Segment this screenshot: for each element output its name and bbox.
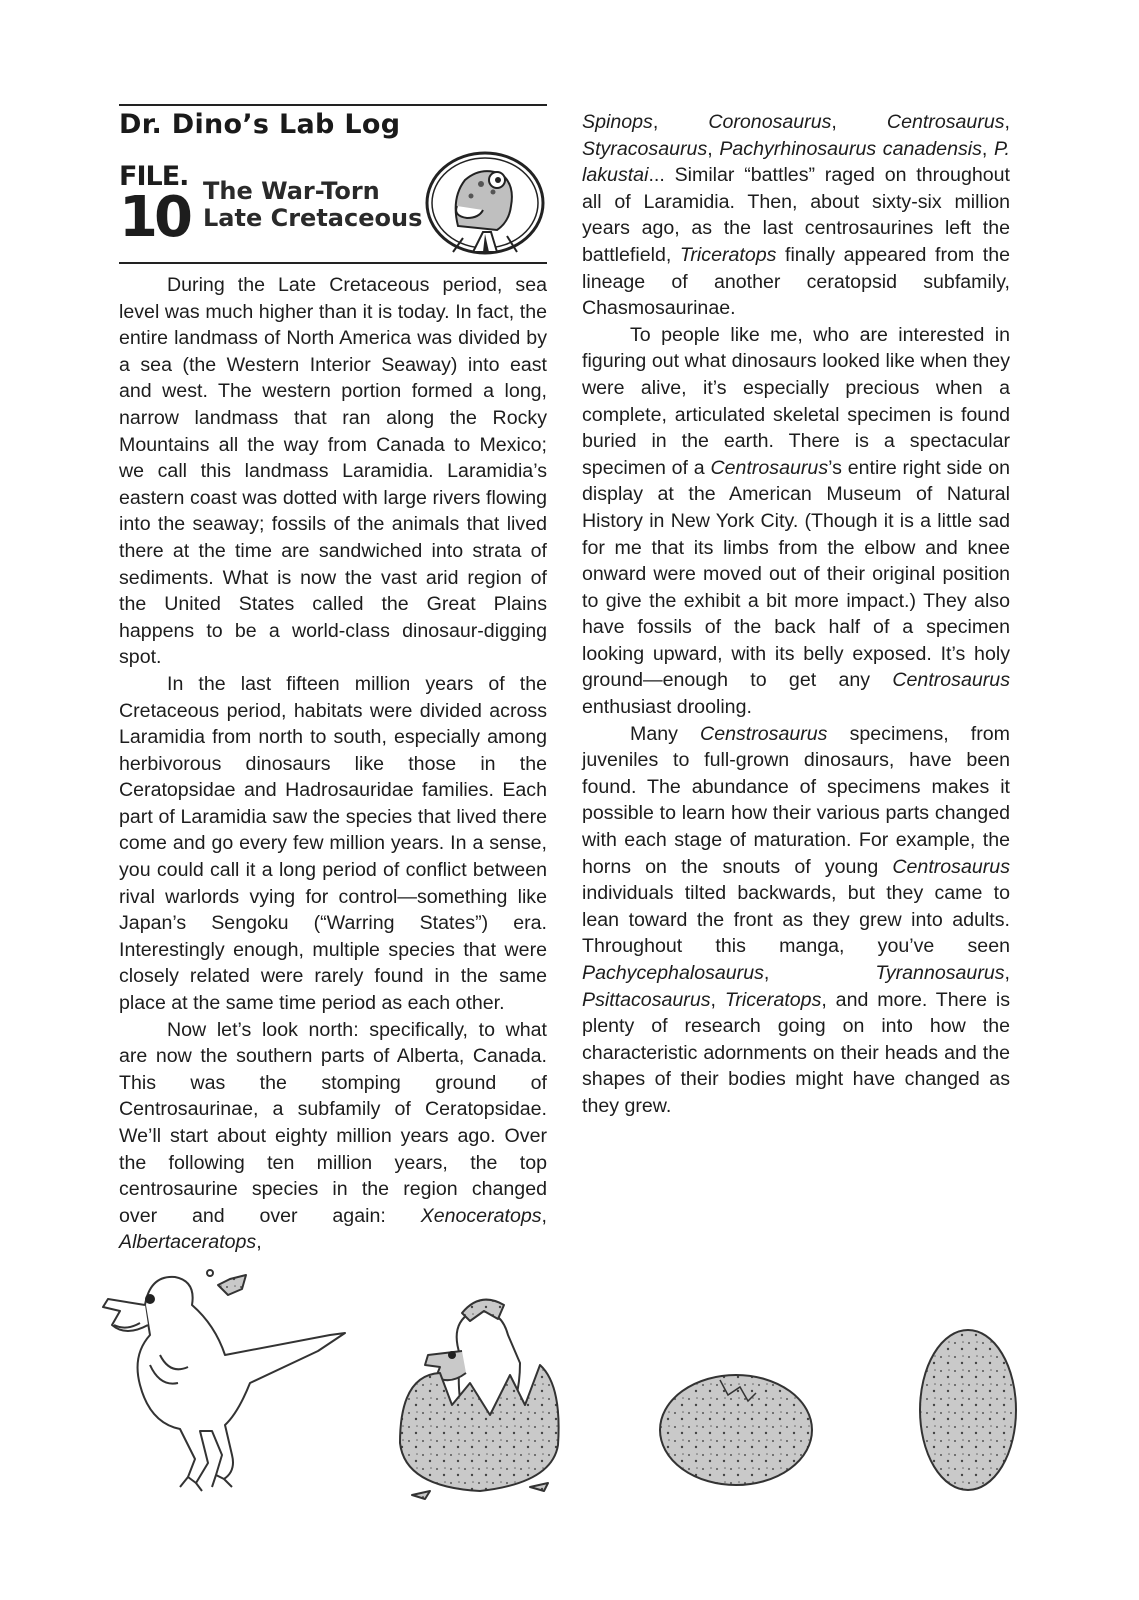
file-label: FILE.	[119, 161, 189, 192]
left-paragraph-3	[119, 1017, 547, 1256]
species-name: Coronosaurus	[708, 111, 832, 133]
species-name: Albertaceratops	[119, 1231, 257, 1254]
left-column	[119, 104, 547, 1256]
text-span: finally appeared from the lineage of another ceratopsid subfamily, Chasmosaurinae.	[582, 243, 1010, 320]
text-span: ,	[821, 988, 827, 1011]
file-heading	[203, 178, 422, 232]
egg-illustration	[920, 1330, 1016, 1490]
text-span: ,	[981, 137, 994, 160]
heading-line-1: The War-Torn	[203, 177, 380, 205]
species-name: Centrosaurus	[886, 111, 1005, 133]
species-name: Censtrosaurus	[700, 722, 828, 745]
species-name: Xenoceratops	[420, 1204, 542, 1227]
text-span: enthusiast drooling.	[582, 696, 752, 719]
left-paragraph-1: During the Late Cretaceous period, sea level was much higher than it is today. In fact, the entire landmass of North America was divided by a sea (the Western Interior Seaway) into east and west. The western portion formed a long, narrow landmass that ran along the Rocky Mountains all the way from Canada to Mexico; we call this landmass Laramidia. Laramidia’s eastern coast was dotted with large rivers flowing into the seaway; fossils of the animals that lived there at the time are sandwiched into strata of sediments. What is now the vast arid region of the United States called the Great Plains happens to be a world-class dinosaur-digging spot.	[119, 274, 547, 669]
text-span: ,	[1004, 962, 1010, 984]
text-span: ,	[710, 988, 716, 1011]
file-header	[119, 106, 547, 264]
species-name: Triceratops	[724, 988, 822, 1011]
lab-log-title: Dr. Dino’s Lab Log	[119, 109, 401, 140]
text-span: ,	[652, 111, 709, 133]
species-name: Tyrannosaurus	[875, 962, 1005, 984]
text-span: ,	[1004, 111, 1010, 133]
text-span: ,	[256, 1231, 262, 1254]
right-paragraph-1	[582, 109, 1010, 322]
right-paragraph-3	[582, 721, 1010, 1120]
text-span: ’s entire right side on display at the American Museum of Natural History in New York City. (Though it is a little sad for me that its limbs from the elbow and knee onward were moved out of their original position to give the exhibit a bit more impact.) They also have fossils of the back half of a specimen looking upward, with its belly exposed. It’s holy ground—enough to get any	[582, 456, 1010, 692]
species-name: Pachyrhinosaurus canadensis	[719, 137, 982, 160]
left-paragraph-2: In the last fifteen million years of the Cretaceous period, habitats were divided across Laramidia from north to south, especially among herbivorous dinosaurs like those in the Ceratopsidae and Hadrosauridae families. Each part of Laramidia saw the species that lived there come and go every few million years. In a sense, you could call it a long period of conflict between rival warlords vying for control—something like Japan’s Sengoku (“Warring States”) era. Interestingly enough, multiple species that were closely related were rarely found in the same place at the same time period as each other.	[119, 672, 547, 1015]
species-name: Centrosaurus	[710, 456, 829, 479]
text-span: ,	[831, 111, 887, 133]
text-span: To people like me, who are interested in figuring out what dinosaurs looked like when they were alive, it’s especially precious when a complete, articulated skeletal specimen is found buried in the earth. There is a spectacular specimen of a	[582, 323, 1010, 479]
dr-dino-portrait-icon	[423, 148, 547, 258]
bottom-illustrations	[0, 1255, 1139, 1600]
text-span: ...	[648, 164, 665, 187]
species-name: Triceratops	[679, 243, 777, 266]
species-name: Psittacosaurus	[582, 988, 711, 1011]
young-dinosaur-illustration	[103, 1270, 345, 1491]
text-span: ,	[763, 962, 770, 984]
species-name: Spinops	[582, 111, 653, 133]
text-span: Now let’s look north: specifically, to what are now the southern parts of Alberta, Canada. This was the stomping ground of Centrosaurinae, a subfamily of Ceratopsidae. We’ll start about eighty million years ago. Over the following ten million years, the top centrosaurine species in the region changed over and over again:	[119, 1018, 547, 1227]
species-name: Centrosaurus	[892, 855, 1010, 878]
text-span: ,	[541, 1204, 547, 1227]
text-span: Similar “battles” raged on throughout all of Laramidia. Then, about sixty-six million years ago, as the last centrosaurines left the battlefield,	[582, 164, 1010, 266]
heading-line-2: Late Cretaceous	[203, 204, 423, 232]
species-name: Centrosaurus	[892, 669, 1010, 692]
text-span: individuals tilted backwards, but they came to lean toward the front as they grew into adults. Throughout this manga, you’ve seen	[582, 882, 1010, 958]
right-column	[582, 109, 1010, 1120]
text-span: ,	[707, 137, 720, 160]
species-name: P. lakustai	[582, 137, 1010, 187]
species-name: Styracosaurus	[582, 137, 708, 160]
right-paragraph-2	[582, 322, 1010, 721]
egg-illustration	[660, 1375, 812, 1485]
text-span: and more. There is plenty of research going on into how the characteristic adornments on their heads and the shapes of their bodies might have changed as they grew.	[582, 988, 1010, 1117]
hatchling-illustration	[400, 1300, 559, 1499]
species-name: Pachycephalosaurus	[582, 962, 764, 984]
file-number: 10	[119, 185, 189, 250]
text-span: specimens, from juveniles to full-grown dinosaurs, have been found. The abundance of specimens makes it possible to learn how their various parts changed with each stage of maturation. For example, the horns on the snouts of young	[582, 722, 1010, 878]
text-span: Many	[630, 722, 701, 745]
